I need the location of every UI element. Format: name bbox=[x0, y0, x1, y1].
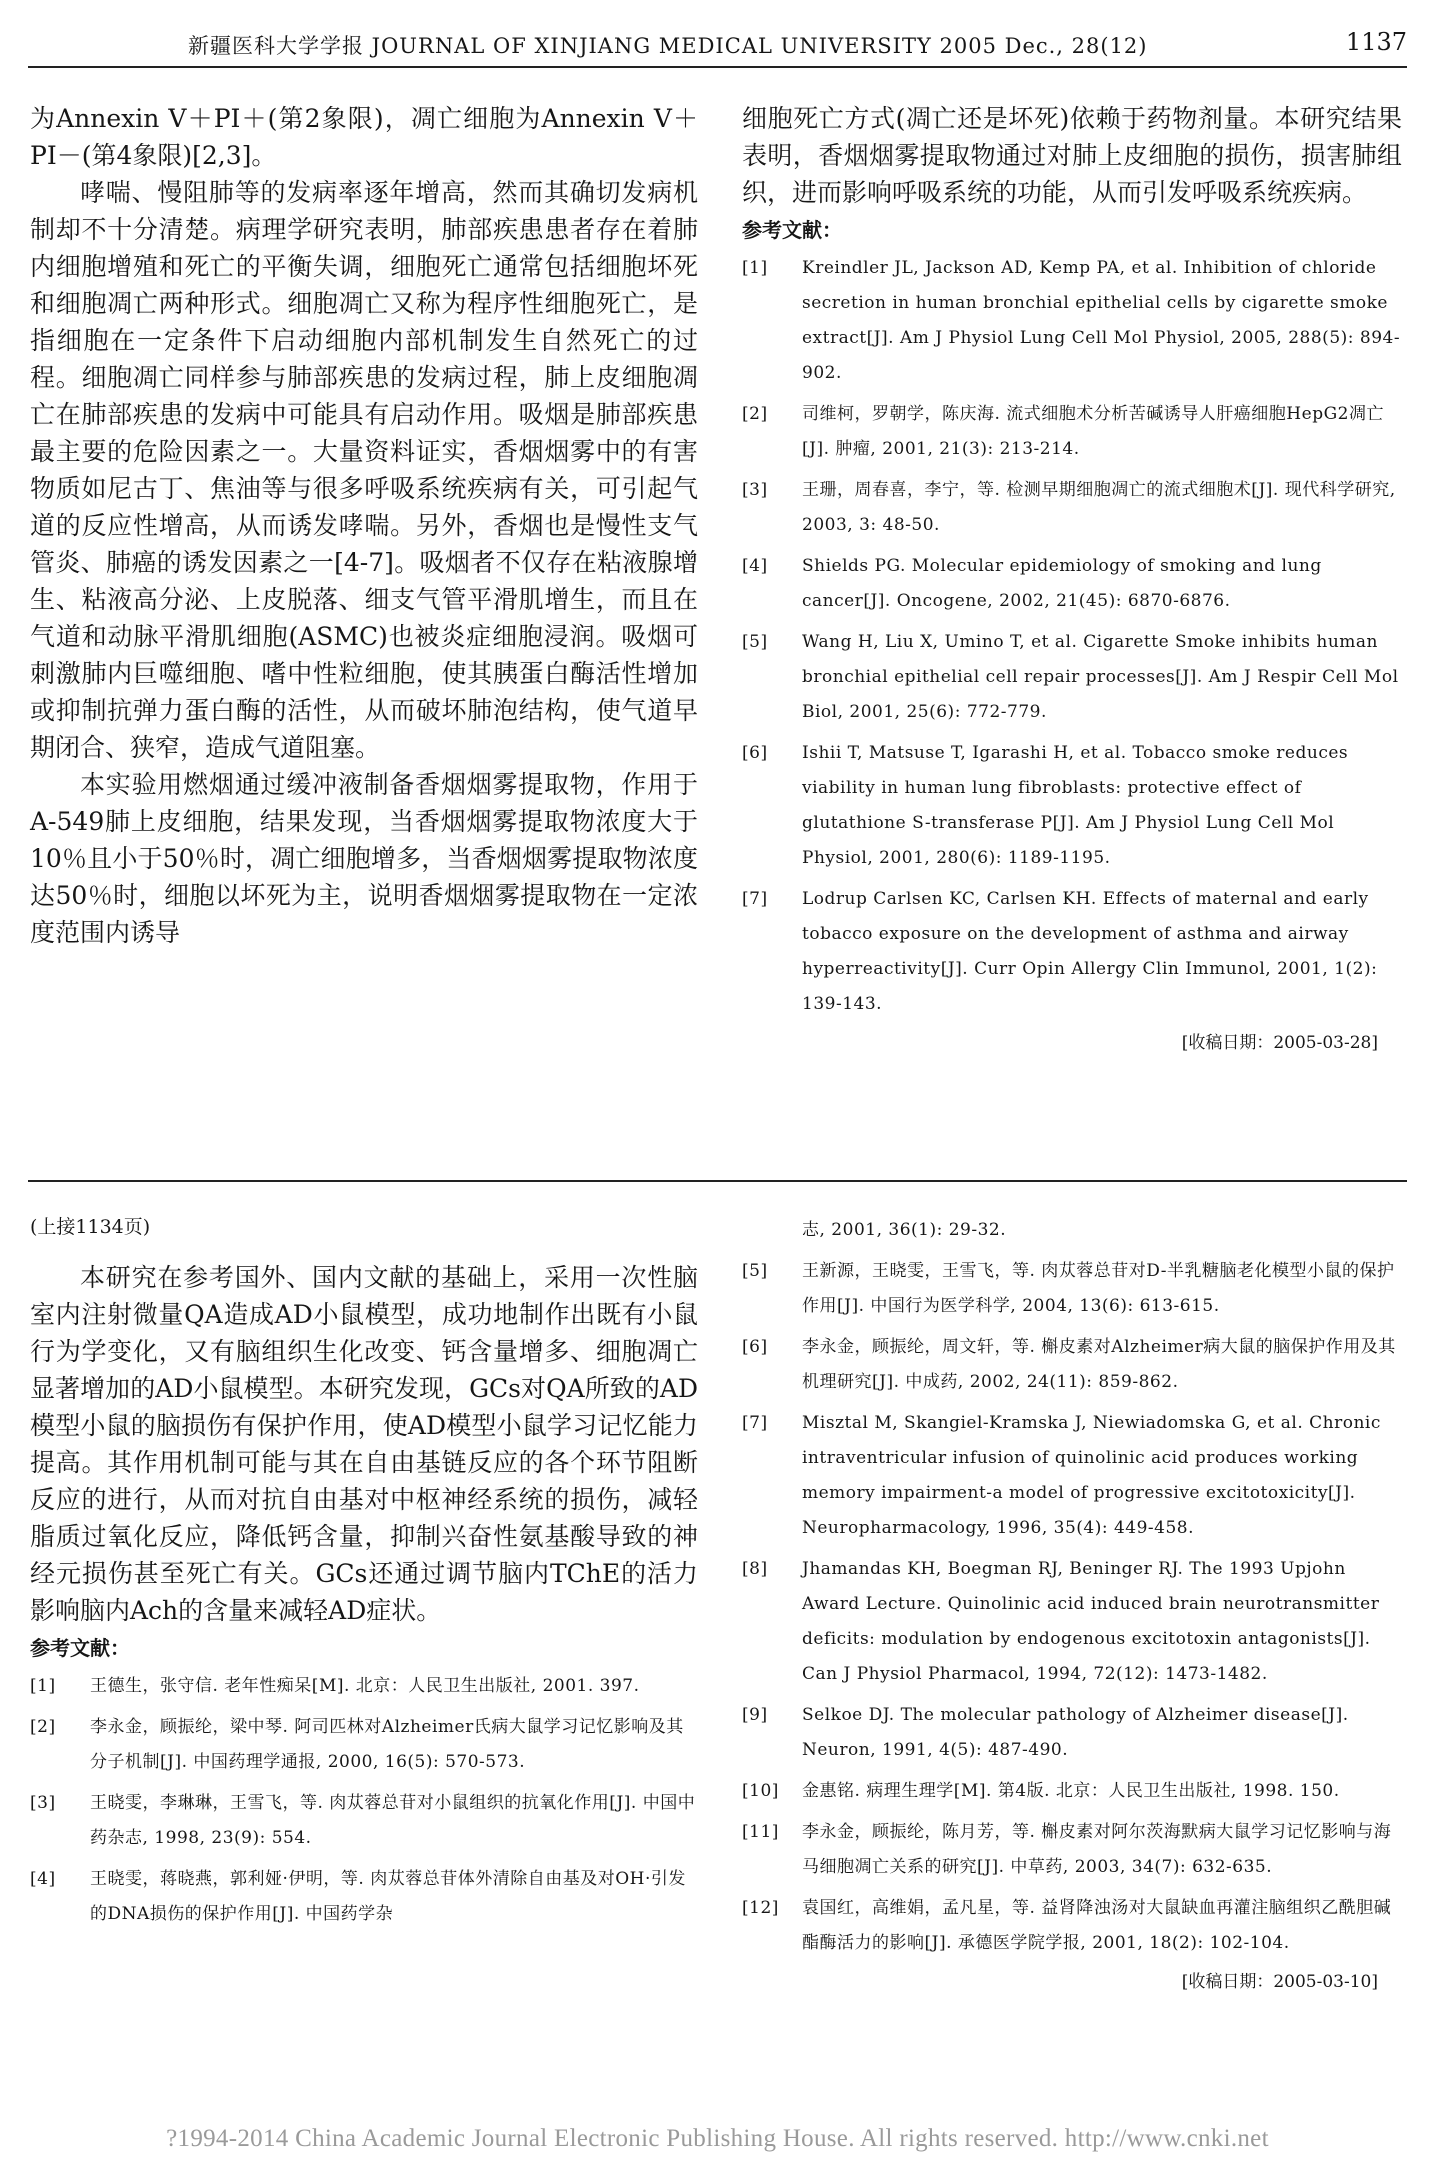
reference-number: [6] bbox=[742, 1337, 768, 1357]
reference-text: 王德生，张守信. 老年性痴呆[M]. 北京：人民卫生出版社, 2001. 397. bbox=[90, 1676, 640, 1696]
reference-item bbox=[742, 251, 1402, 391]
reference-text: 王晓雯，李琳琳，王雪飞，等. 肉苁蓉总苷对小鼠组织的抗氧化作用[J]. 中国中药杂志, 1998, 23(9): 554. bbox=[90, 1793, 696, 1848]
reference-text: 袁国红，高维娟，孟凡星，等. 益肾降浊汤对大鼠缺血再灌注脑组织乙酰胆碱酯酶活力的影响[J]. 承德医学院学报, 2001, 18(2): 102-104. bbox=[802, 1898, 1392, 1953]
received-date: [收稿日期：2005-03-28] bbox=[1181, 1033, 1378, 1053]
reference-number: [10] bbox=[742, 1781, 779, 1801]
reference-text: Shields PG. Molecular epidemiology of smoking and lung cancer[J]. Oncogene, 2002, 21(45): 6870-6876. bbox=[802, 556, 1322, 611]
reference-text: Kreindler JL, Jackson AD, Kemp PA, et al. Inhibition of chloride secretion in human bronchial epithelial cells by cigarette smoke extract[J]. Am J Physiol Lung Cell Mol Physiol, 2005, 288(5): 894-902. bbox=[802, 258, 1401, 383]
reference-item bbox=[742, 1891, 1402, 1961]
paragraph: 本实验用燃烟通过缓冲液制备香烟烟雾提取物，作用于A-549肺上皮细胞，结果发现，当香烟烟雾提取物浓度大于10％且小于50％时，凋亡细胞增多，当香烟烟雾提取物浓度达50％时，细胞以坏死为主，说明香烟烟雾提取物在一定浓度范围内诱导 bbox=[30, 770, 698, 947]
reference-number: [3] bbox=[30, 1793, 56, 1813]
reference-item bbox=[742, 625, 1402, 730]
reference-text: 司维柯，罗朝学，陈庆海. 流式细胞术分析苦碱诱导人肝癌细胞HepG2凋亡[J]. 肿瘤, 2001, 21(3): 213-214. bbox=[802, 404, 1384, 459]
reference-number: [2] bbox=[742, 404, 768, 424]
references-heading: 参考文献： bbox=[30, 1636, 130, 1660]
reference-continuation bbox=[742, 1213, 1402, 1248]
received-date: [收稿日期：2005-03-10] bbox=[1181, 1972, 1378, 1992]
article-right-column bbox=[742, 100, 1402, 1058]
reference-text: Ishii T, Matsuse T, Igarashi H, et al. Tobacco smoke reduces viability in human lung fibroblasts: protective effect of glutathione S-transferase P[J]. Am J Physiol Lung Cell Mol Physiol, 2001, 280(6): 1189-1195. bbox=[802, 743, 1349, 868]
reference-item bbox=[742, 1815, 1402, 1885]
reference-text: 志, 2001, 36(1): 29-32. bbox=[802, 1220, 1007, 1240]
reference-item bbox=[30, 1710, 698, 1780]
reference-item bbox=[742, 882, 1402, 1022]
reference-item bbox=[742, 1406, 1402, 1546]
reference-list bbox=[30, 1669, 698, 1932]
reference-number: [7] bbox=[742, 889, 768, 909]
reference-text: 王晓雯，蒋晓燕，郭利娅·伊明，等. 肉苁蓉总苷体外清除自由基及对OH·引发的DNA损伤的保护作用[J]. 中国药学杂 bbox=[90, 1869, 686, 1924]
reference-number: [1] bbox=[30, 1676, 56, 1696]
paragraph: 哮喘、慢阻肺等的发病率逐年增高，然而其确切发病机制却不十分清楚。病理学研究表明，肺部疾患患者存在着肺内细胞增殖和死亡的平衡失调，细胞死亡通常包括细胞坏死和细胞凋亡两种形式。细胞凋亡又称为程序性细胞死亡，是指细胞在一定条件下启动细胞内部机制发生自然死亡的过程。细胞凋亡同样参与肺部疾患的发病过程，肺上皮细胞凋亡在肺部疾患的发病中可能具有启动作用。吸烟是肺部疾患最主要的危险因素之一。大量资料证实，香烟烟雾中的有害物质如尼古丁、焦油等与很多呼吸系统疾病有关，可引起气道的反应性增高，从而诱发哮喘。另外，香烟也是慢性支气管炎、肺癌的诱发因素之一[4-7]。吸烟者不仅存在粘液腺增生、粘液高分泌、上皮脱落、细支气管平滑肌增生，而且在气道和动脉平滑肌细胞(ASMC)也被炎症细胞浸润。吸烟可刺激肺内巨噬细胞、嗜中性粒细胞，使其胰蛋白酶活性增加或抑制抗弹力蛋白酶的活性，从而破坏肺泡结构，使气道早期闭合、狭窄，造成气道阻塞。 bbox=[30, 178, 698, 762]
reference-item bbox=[30, 1786, 698, 1856]
continued-article-left-column bbox=[30, 1213, 698, 1938]
reference-item bbox=[742, 1552, 1402, 1692]
paragraph: 细胞死亡方式(凋亡还是坏死)依赖于药物剂量。本研究结果表明，香烟烟雾提取物通过对肺上皮细胞的损伤，损害肺组织，进而影响呼吸系统的功能，从而引发呼吸系统疾病。 bbox=[742, 104, 1402, 207]
reference-list bbox=[742, 1213, 1402, 1961]
reference-item bbox=[742, 549, 1402, 619]
reference-number: [6] bbox=[742, 743, 768, 763]
continuation-note: (上接1134页) bbox=[30, 1216, 151, 1238]
reference-number: [5] bbox=[742, 632, 768, 652]
reference-text: 李永金，顾振纶，陈月芳，等. 槲皮素对阿尔茨海默病大鼠学习记忆影响与海马细胞凋亡关系的研究[J]. 中草药, 2003, 34(7): 632-635. bbox=[802, 1822, 1392, 1877]
reference-number: [2] bbox=[30, 1717, 56, 1737]
copyright-footer: ?1994-2014 China Academic Journal Electronic Publishing House. All rights reserved. http://www.cnki.net bbox=[166, 2125, 1269, 2152]
reference-item bbox=[742, 397, 1402, 467]
reference-item bbox=[742, 1774, 1402, 1809]
page-number: 1137 bbox=[1345, 28, 1407, 56]
reference-number: [12] bbox=[742, 1898, 779, 1918]
reference-item bbox=[742, 1254, 1402, 1324]
reference-text: 王珊，周春喜，李宁，等. 检测早期细胞凋亡的流式细胞术[J]. 现代科学研究, 2003, 3: 48-50. bbox=[802, 480, 1396, 535]
section-divider bbox=[28, 1180, 1407, 1182]
journal-header: 新疆医科大学学报 JOURNAL OF XINJIANG MEDICAL UNIVERSITY 2005 Dec., 28(12) bbox=[188, 34, 1148, 58]
paragraph: 本研究在参考国外、国内文献的基础上，采用一次性脑室内注射微量QA造成AD小鼠模型，成功地制作出既有小鼠行为学变化，又有脑组织生化改变、钙含量增多、细胞凋亡显著增加的AD小鼠模型。本研究发现，GCs对QA所致的AD模型小鼠的脑损伤有保护作用，使AD模型小鼠学习记忆能力提高。其作用机制可能与其在自由基链反应的各个环节阻断反应的进行，从而对抗自由基对中枢神经系统的损伤，减轻脂质过氧化反应，降低钙含量，抑制兴奋性氨基酸导致的神经元损伤甚至死亡有关。GCs还通过调节脑内TChE的活力影响脑内Ach的含量来减轻AD症状。 bbox=[30, 1263, 698, 1625]
reference-text: 李永金，顾振纶，梁中琴. 阿司匹林对Alzheimer氏病大鼠学习记忆影响及其分子机制[J]. 中国药理学通报, 2000, 16(5): 570-573. bbox=[90, 1717, 684, 1772]
reference-list bbox=[742, 251, 1402, 1022]
reference-number: [1] bbox=[742, 258, 768, 278]
reference-text: Lodrup Carlsen KC, Carlsen KH. Effects of maternal and early tobacco exposure on the development of asthma and airway hyperreactivity[J]. Curr Opin Allergy Clin Immunol, 2001, 1(2): 139-143. bbox=[802, 889, 1378, 1014]
reference-number: [5] bbox=[742, 1261, 768, 1281]
article-left-column bbox=[30, 100, 698, 951]
reference-text: Misztal M, Skangiel-Kramska J, Niewiadomska G, et al. Chronic intraventricular infusion of quinolinic acid produces working memory impairment-a model of progressive excitotoxicity[J]. Neuropharmacology, 1996, 35(4): 449-458. bbox=[802, 1413, 1381, 1538]
reference-item bbox=[742, 736, 1402, 876]
reference-text: 金惠铭. 病理生理学[M]. 第4版. 北京：人民卫生出版社, 1998. 150. bbox=[802, 1781, 1340, 1801]
reference-item bbox=[742, 1330, 1402, 1400]
reference-number: [3] bbox=[742, 480, 768, 500]
reference-number: [8] bbox=[742, 1559, 768, 1579]
reference-text: Jhamandas KH, Boegman RJ, Beninger RJ. The 1993 Upjohn Award Lecture. Quinolinic acid induced brain neurotransmitter deficits: modulation by endogenous excitotoxin antagonists[J]. Can J Physiol Pharmacol, 1994, 72(12): 1473-1482. bbox=[802, 1559, 1380, 1684]
reference-item bbox=[30, 1862, 698, 1932]
reference-text: Selkoe DJ. The molecular pathology of Alzheimer disease[J]. Neuron, 1991, 4(5): 487-490. bbox=[802, 1705, 1349, 1760]
references-heading: 参考文献： bbox=[742, 218, 842, 242]
reference-item bbox=[742, 473, 1402, 543]
reference-text: 李永金，顾振纶，周文轩，等. 槲皮素对Alzheimer病大鼠的脑保护作用及其机理研究[J]. 中成药, 2002, 24(11): 859-862. bbox=[802, 1337, 1396, 1392]
reference-number: [4] bbox=[30, 1869, 56, 1889]
reference-number: [7] bbox=[742, 1413, 768, 1433]
reference-text: Wang H, Liu X, Umino T, et al. Cigarette Smoke inhibits human bronchial epithelial cell repair processes[J]. Am J Respir Cell Mol Biol, 2001, 25(6): 772-779. bbox=[802, 632, 1399, 722]
reference-number: [9] bbox=[742, 1705, 768, 1725]
reference-item bbox=[742, 1698, 1402, 1768]
paragraph: 为Annexin V＋PI＋(第2象限)，凋亡细胞为Annexin V＋PI－(第4象限)[2,3]。 bbox=[30, 104, 698, 170]
running-header bbox=[28, 26, 1407, 68]
reference-item bbox=[30, 1669, 698, 1704]
reference-number: [4] bbox=[742, 556, 768, 576]
reference-text: 王新源，王晓雯，王雪飞，等. 肉苁蓉总苷对D-半乳糖脑老化模型小鼠的保护作用[J]. 中国行为医学科学, 2004, 13(6): 613-615. bbox=[802, 1261, 1395, 1316]
reference-number: [11] bbox=[742, 1822, 779, 1842]
continued-article-right-column bbox=[742, 1213, 1402, 1997]
